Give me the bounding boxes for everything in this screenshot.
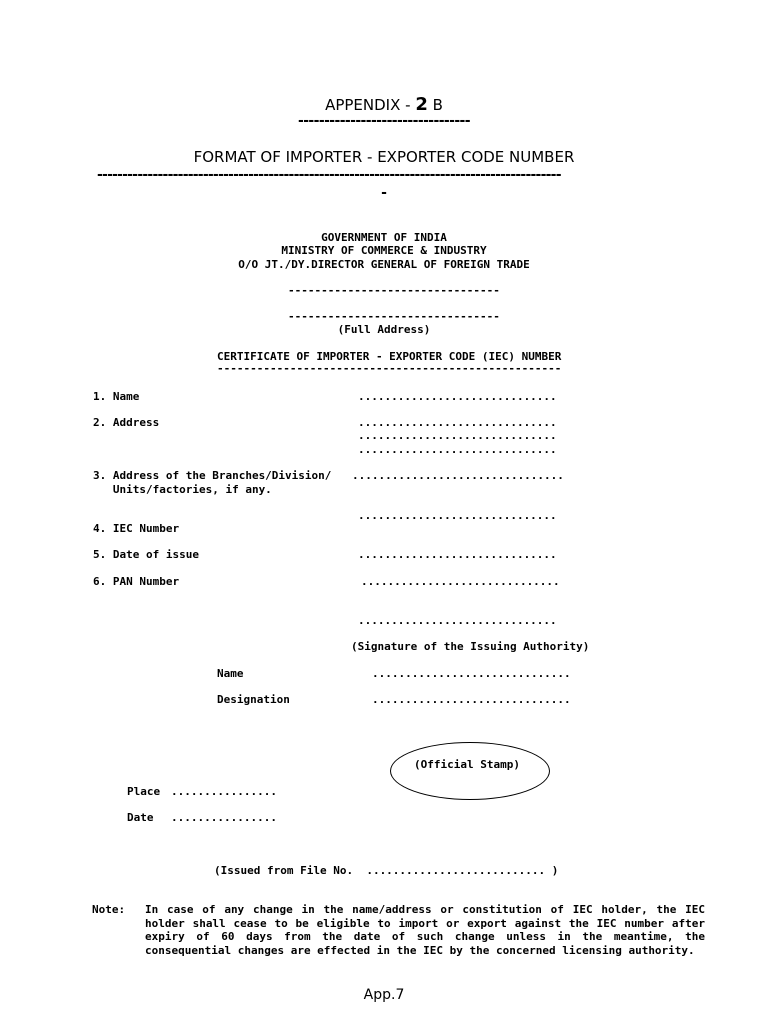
pan-number-label: 6. PAN Number — [93, 575, 180, 588]
signatory-name-label: Name — [217, 667, 244, 680]
address-label: 2. Address — [93, 416, 160, 429]
designation-dots: .............................. — [372, 693, 571, 706]
authority-line-1: GOVERNMENT OF INDIA — [321, 231, 447, 244]
format-title: FORMAT OF IMPORTER - EXPORTER CODE NUMBER — [193, 148, 575, 166]
branches-label-line-1: 3. Address of the Branches/Division/ — [93, 469, 332, 482]
place-label: Place — [127, 785, 161, 798]
name-label: 1. Name — [93, 390, 140, 403]
appendix-number: 2 — [415, 94, 428, 115]
file-number-line: (Issued from File No. ........................... ) — [214, 864, 559, 877]
date-label: Date — [127, 811, 154, 824]
date-of-issue-dots: .............................. — [358, 548, 557, 561]
appendix-underline: --------------------------------- — [298, 113, 470, 129]
address-dots-2: .............................. — [358, 429, 557, 442]
address-line-2: -------------------------------- — [288, 310, 500, 323]
format-underline-tail: - — [381, 185, 387, 201]
signature-dots: .............................. — [358, 614, 557, 627]
authority-line-3: O/O JT./DY.DIRECTOR GENERAL OF FOREIGN TRADE — [238, 258, 530, 271]
pan-number-dots: .............................. — [361, 575, 560, 588]
appendix-heading — [0, 94, 768, 115]
address-line-1: -------------------------------- — [288, 284, 500, 297]
official-stamp-ellipse — [390, 742, 550, 800]
branches-dots-2: .............................. — [358, 509, 557, 522]
date-dots: ................ — [171, 811, 277, 824]
note-body: In case of any change in the name/address or constitution of IEC holder, the IEC holder shall cease to be eligible to import or export against the IEC number after expiry of 60 days from the date of such change unless in the meantime, the consequential changes are effected in the IEC by the concerned licensing authority. — [145, 903, 705, 957]
format-underline: -------------------------------------------------------------------------------------------- — [97, 167, 561, 183]
address-dots-3: .............................. — [358, 443, 557, 456]
authority-line-2: MINISTRY OF COMMERCE & INDUSTRY — [281, 244, 487, 257]
branches-label-line-2: Units/factories, if any. — [93, 483, 272, 496]
address-dots-1: .............................. — [358, 416, 557, 429]
appendix-prefix: APPENDIX - — [325, 96, 416, 114]
iec-number-label: 4. IEC Number — [93, 522, 180, 535]
date-of-issue-label: 5. Date of issue — [93, 548, 199, 561]
certificate-underline: ---------------------------------------------------- — [217, 362, 562, 375]
name-dots: .............................. — [358, 390, 557, 403]
note-label: Note: — [92, 903, 126, 916]
place-dots: ................ — [171, 785, 277, 798]
page-number: App.7 — [363, 987, 405, 1003]
full-address-label: (Full Address) — [337, 323, 431, 336]
signature-label: (Signature of the Issuing Authority) — [351, 640, 590, 653]
signatory-name-dots: .............................. — [372, 667, 571, 680]
designation-label: Designation — [217, 693, 290, 706]
branches-dots-1: ................................ — [352, 469, 564, 482]
official-stamp-label: (Official Stamp) — [414, 758, 520, 771]
appendix-suffix: B — [427, 96, 443, 114]
certificate-title: CERTIFICATE OF IMPORTER - EXPORTER CODE (IEC) NUMBER — [217, 350, 562, 363]
